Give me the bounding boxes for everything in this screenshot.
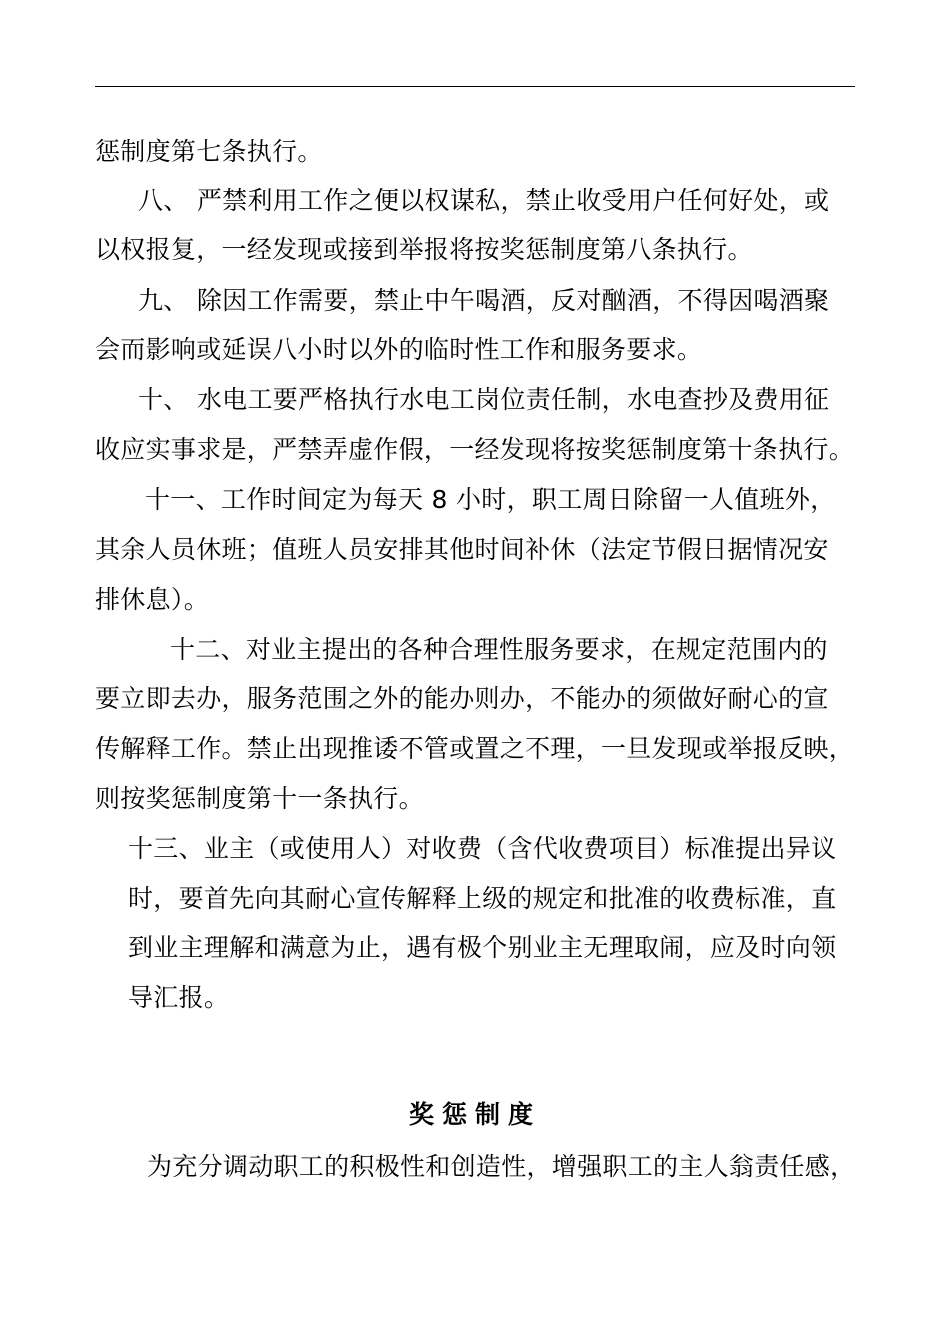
text-line: 十三、业主（或使用人）对收费（含代收费项目）标准提出异议	[128, 834, 837, 863]
text-line: 收应实事求是，严禁弄虚作假，一经发现将按奖惩制度第十条执行。	[95, 435, 855, 464]
text-line: 排休息）。	[95, 585, 210, 614]
section-title: 奖惩制度	[408, 1100, 541, 1129]
text-line: 时，要首先向其耐心宣传解释上级的规定和批准的收费标准，直	[128, 884, 837, 913]
text-line: 九、 除因工作需要，禁止中午喝酒，反对酗酒，不得因喝酒聚	[138, 286, 830, 315]
intro-line: 为充分调动职工的积极性和创造性，增强职工的主人翁责任感，	[147, 1152, 856, 1181]
text-line: 十一、工作时间定为每天 8 小时，职工周日除留一人值班外，	[145, 485, 836, 514]
text-line: 会而影响或延误八小时以外的临时性工作和服务要求。	[95, 335, 703, 364]
header-rule	[95, 86, 855, 87]
text-line: 到业主理解和满意为止，遇有极个别业主无理取闹，应及时向领	[128, 933, 837, 962]
text-line: 十、 水电工要严格执行水电工岗位责任制，水电查抄及费用征	[138, 385, 830, 414]
text-line: 八、 严禁利用工作之便以权谋私，禁止收受用户任何好处，或	[138, 186, 830, 215]
text-line: 十二、对业主提出的各种合理性服务要求，在规定范围内的	[170, 635, 828, 664]
text-line: 导汇报。	[128, 983, 230, 1012]
text-line: 则按奖惩制度第十一条执行。	[95, 784, 424, 813]
text-line: 其余人员休班；值班人员安排其他时间补休（法定节假日据情况安	[95, 535, 829, 564]
text-line: 以权报复，一经发现或接到举报将按奖惩制度第八条执行。	[95, 235, 753, 264]
text-line: 惩制度第七条执行。	[95, 137, 323, 166]
text-line: 传解释工作。禁止出现推诿不管或置之不理，一旦发现或举报反映，	[95, 734, 855, 763]
text-line: 要立即去办，服务范围之外的能办则办，不能办的须做好耐心的宣	[95, 684, 829, 713]
